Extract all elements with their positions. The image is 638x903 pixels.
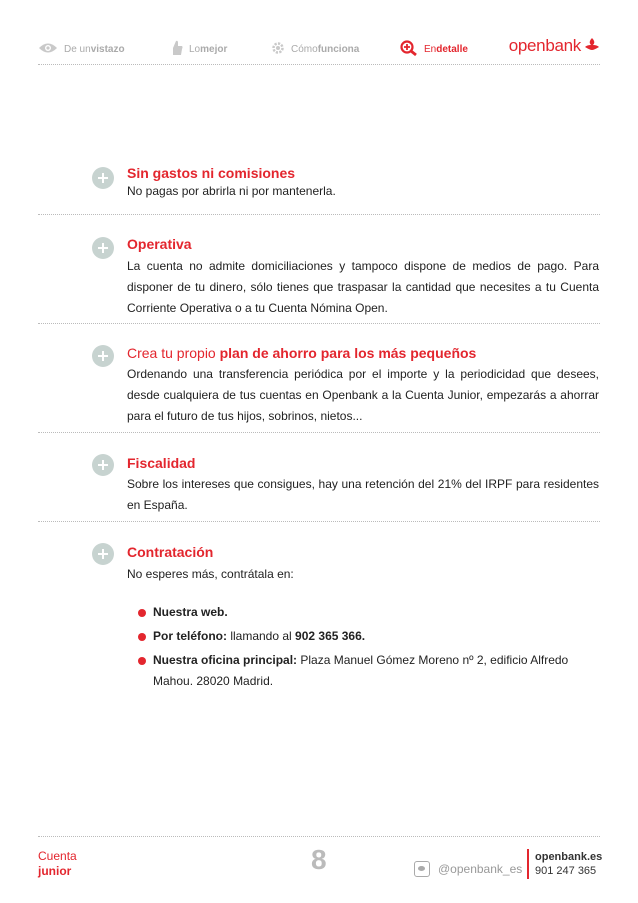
section-title: Contratación (127, 544, 214, 560)
bullet-dot (138, 609, 146, 617)
list-item (138, 602, 600, 623)
footer-divider (38, 836, 600, 837)
gear-icon (271, 41, 285, 58)
plus-icon (92, 454, 114, 476)
nav-label-bold: funciona (317, 43, 360, 55)
twitter-link[interactable] (414, 861, 522, 877)
nav-label-bold: detalle (436, 43, 468, 55)
bullet-dot (138, 657, 146, 665)
list-item (138, 650, 600, 692)
nav-item-vistazo[interactable] (38, 38, 125, 60)
twitter-icon (414, 861, 430, 877)
bullet-bold: Por teléfono: (153, 629, 227, 643)
section-body: La cuenta no admite domiciliaciones y tampoco dispone de medios de pago. Para disponer de tu dinero, sólo tienes que traspasar la cantidad que necesites a tu Cuenta Corriente Operativa o a tu Cuenta Nómina Open. (127, 259, 599, 315)
nav-label-pre: Lo (189, 43, 201, 55)
logo-text-open: open (508, 36, 546, 55)
nav-label-pre: En (424, 43, 437, 55)
section-title: Sin gastos ni comisiones (127, 165, 296, 181)
eye-icon (38, 42, 58, 57)
bullet-dot (138, 633, 146, 641)
magnifier-plus-icon (400, 40, 418, 59)
thumbs-up-icon (171, 40, 183, 59)
openbank-logo[interactable] (509, 36, 600, 56)
bullet-phone: 902 365 366. (295, 629, 366, 643)
section-body: Sobre los intereses que consigues, hay una retención del 21% del IRPF para residentes en España. (127, 477, 599, 512)
footer-accent-bar (527, 849, 529, 879)
header-divider (38, 64, 600, 65)
top-nav (38, 38, 600, 60)
nav-item-mejor[interactable] (171, 38, 227, 60)
plus-icon (92, 237, 114, 259)
plus-icon (92, 167, 114, 189)
plus-icon (92, 543, 114, 565)
footer-contact (535, 850, 602, 878)
section-divider (38, 323, 600, 324)
nav-item-detalle[interactable] (400, 38, 468, 60)
section-title: Crea tu propio plan de ahorro para los más pequeños (127, 345, 477, 361)
page-number: 8 (311, 844, 327, 875)
twitter-handle: @openbank_es (438, 862, 523, 876)
nav-item-funciona[interactable] (271, 38, 359, 60)
footer-phone: 901 247 365 (535, 865, 597, 877)
footer-label-line1: Cuenta (38, 849, 77, 863)
section-body: No pagas por abrirla ni por mantenerla. (127, 184, 336, 198)
nav-label-pre: De un (64, 43, 91, 55)
nav-label-pre: Cómo (291, 43, 318, 55)
logo-text-bank: bank (545, 36, 581, 55)
nav-label-bold: vistazo (90, 43, 125, 55)
nav-label-bold: mejor (200, 43, 228, 55)
flame-icon (584, 36, 600, 56)
section-divider (38, 214, 600, 215)
section-divider (38, 432, 600, 433)
bullet-bold: Nuestra web. (153, 605, 228, 619)
plus-icon (92, 345, 114, 367)
footer-site-link[interactable]: openbank.es (535, 851, 603, 863)
bullet-text: llamando al (227, 629, 296, 643)
footer-label-line2: junior (38, 864, 72, 878)
contact-list (138, 602, 600, 695)
footer-product-label (38, 849, 77, 879)
list-item (138, 626, 600, 647)
bullet-bold: Nuestra oficina principal: (153, 653, 298, 667)
bullet-text: Plaza Manuel Gómez Moreno nº 2, edificio Alfredo Mahou. 28020 Madrid. (153, 653, 569, 688)
section-body: No esperes más, contrátala en: (127, 567, 294, 581)
section-title: Operativa (127, 236, 192, 252)
section-divider (38, 521, 600, 522)
section-body: Ordenando una transferencia periódica por el importe y la periodicidad que desees, desde cualquiera de tus cuentas en Openbank a la Cuenta Junior, empezarás a ahorrar para el futuro de tus hijos, sobrinos, nietos... (127, 367, 599, 423)
section-title: Fiscalidad (127, 455, 196, 471)
